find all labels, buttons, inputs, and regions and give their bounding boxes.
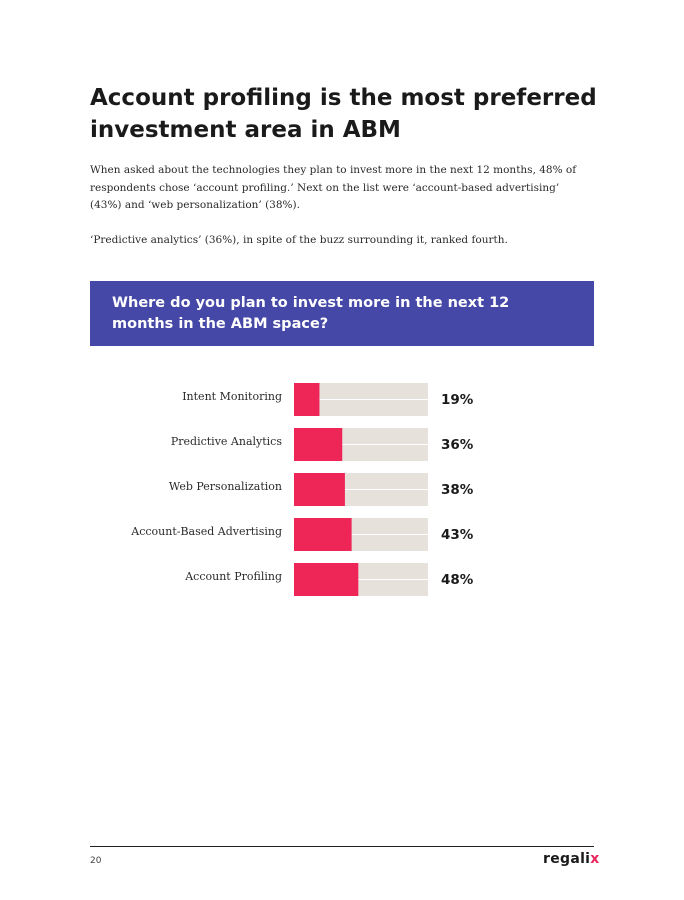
category-label-account-profiling: Account Profiling: [185, 570, 282, 583]
value-label-intent-monitoring: 19%: [441, 392, 474, 408]
logo-accent: x: [590, 851, 600, 867]
page-number: 20: [90, 856, 102, 866]
category-label-intent-monitoring: Intent Monitoring: [182, 390, 282, 403]
page-heading: Account profiling is the most preferred investment area in ABM: [90, 85, 597, 143]
value-label-web-personalization: 38%: [441, 482, 474, 498]
category-label-predictive-analytics: Predictive Analytics: [170, 435, 282, 448]
value-label-predictive-analytics: 36%: [441, 437, 474, 453]
bar-account-profiling: [294, 563, 358, 596]
category-label-web-personalization: Web Personalization: [168, 480, 282, 493]
value-label-account-profiling: 48%: [441, 572, 474, 588]
intro-paragraph: When asked about the technologies they plan to invest more in the next 12 months, 48% of respondents chose ‘account profiling.’ Next on the list were ‘account-based advertising’ (43%) and ‘web personalization’ (38%).: [90, 164, 577, 211]
chart-title: Where do you plan to invest more in the next 12 months in the ABM space?: [112, 295, 510, 332]
predictive-paragraph: ‘Predictive analytics’ (36%), in spite of the buzz surrounding it, ranked fourth.: [90, 234, 508, 246]
bar-intent-monitoring: [294, 383, 319, 416]
value-label-account-based-advertising: 43%: [441, 527, 474, 543]
logo-text: regali: [543, 851, 591, 867]
footer-rule: [90, 846, 594, 847]
brand-logo: [543, 851, 600, 867]
bar-web-personalization: [294, 473, 345, 506]
bar-predictive-analytics: [294, 428, 342, 461]
category-label-account-based-advertising: Account-Based Advertising: [131, 525, 282, 538]
bar-account-based-advertising: [294, 518, 352, 551]
